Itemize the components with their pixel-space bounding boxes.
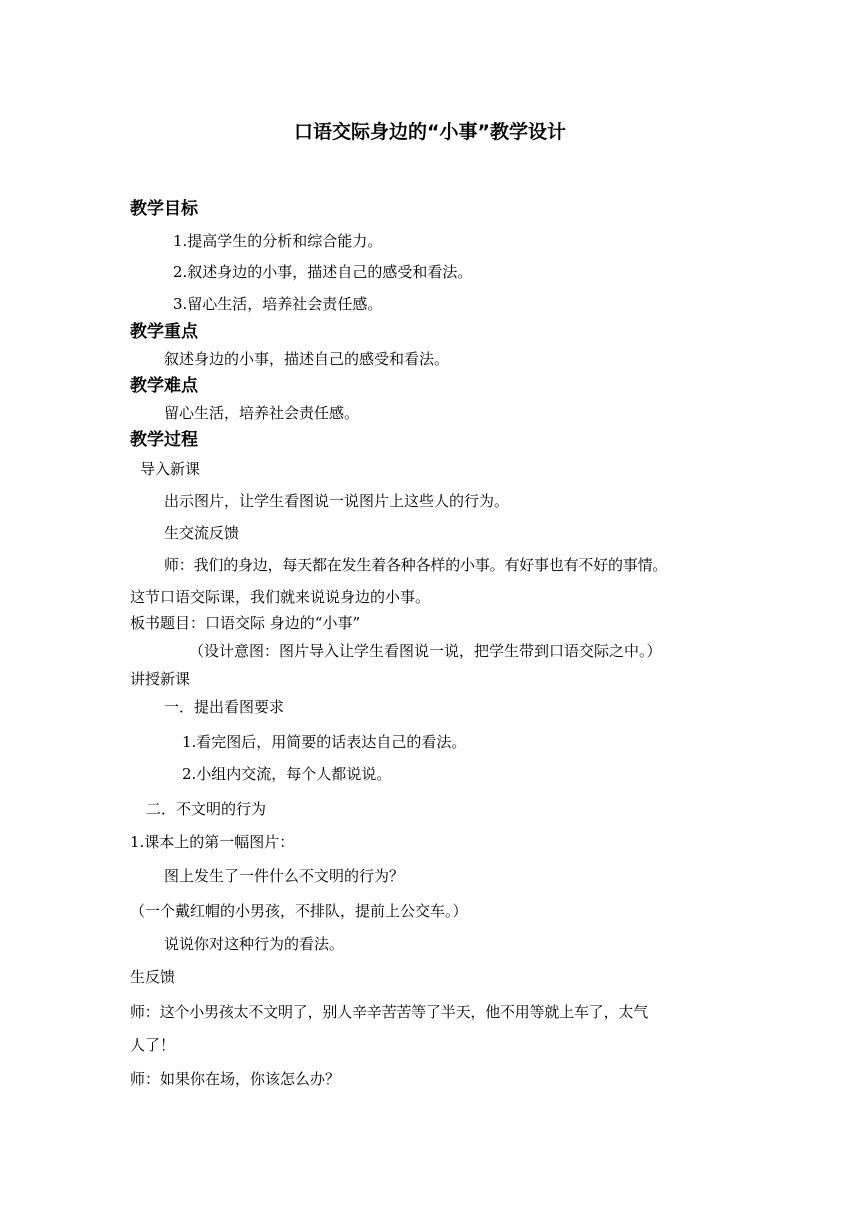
- process-line: 这节口语交际课，我们就来说说身边的小事。: [130, 588, 431, 606]
- process-line: 师：这个小男孩太不文明了，别人辛辛苦苦等了半天，他不用等就上车了，太气: [130, 1003, 649, 1021]
- process-heading: 教学过程: [130, 430, 198, 450]
- process-line: 图上发生了一件什么不文明的行为？: [164, 867, 405, 885]
- difficulty-heading: 教学难点: [130, 376, 198, 396]
- goal-item-3: 3.留心生活，培养社会责任感。: [173, 295, 383, 313]
- process-line: （设计意图：图片导入让学生看图说一说，把学生带到口语交际之中。）: [189, 642, 662, 660]
- goal-item-2: 2.叙述身边的小事，描述自己的感受和看法。: [173, 263, 473, 281]
- process-line: （一个戴红帽的小男孩，不排队，提前上公交车。）: [130, 902, 468, 920]
- process-line: 导入新课: [140, 460, 201, 478]
- goals-heading: 教学目标: [130, 199, 198, 219]
- key-point-text: 叙述身边的小事，描述自己的感受和看法。: [164, 350, 450, 368]
- key-point-heading: 教学重点: [130, 322, 198, 342]
- process-line: 师：如果你在场，你该怎么办？: [130, 1070, 341, 1088]
- process-line: 二．不文明的行为: [146, 800, 267, 818]
- process-line: 2.小组内交流，每个人都说说。: [182, 765, 392, 783]
- process-line: 说说你对这种行为的看法。: [164, 935, 345, 953]
- difficulty-text: 留心生活，培养社会责任感。: [164, 404, 360, 422]
- process-line: 1.课本上的第一幅图片：: [130, 833, 295, 851]
- process-line: 出示图片，让学生看图说一说图片上这些人的行为。: [164, 492, 510, 510]
- process-line: 师：我们的身边，每天都在发生着各种各样的小事。有好事也有不好的事情。: [164, 556, 668, 574]
- process-line: 人了！: [130, 1036, 176, 1054]
- process-line: 1.看完图后，用简要的话表达自己的看法。: [182, 733, 467, 751]
- document-title: 口语交际身边的“小事”教学设计: [294, 121, 566, 143]
- process-line: 讲授新课: [130, 670, 191, 688]
- goal-item-1: 1.提高学生的分析和综合能力。: [173, 232, 383, 250]
- process-line: 板书题目：口语交际 身边的“小事”: [130, 614, 361, 632]
- process-line: 一．提出看图要求: [164, 698, 285, 716]
- process-line: 生交流反馈: [164, 524, 240, 542]
- process-line: 生反馈: [130, 968, 176, 986]
